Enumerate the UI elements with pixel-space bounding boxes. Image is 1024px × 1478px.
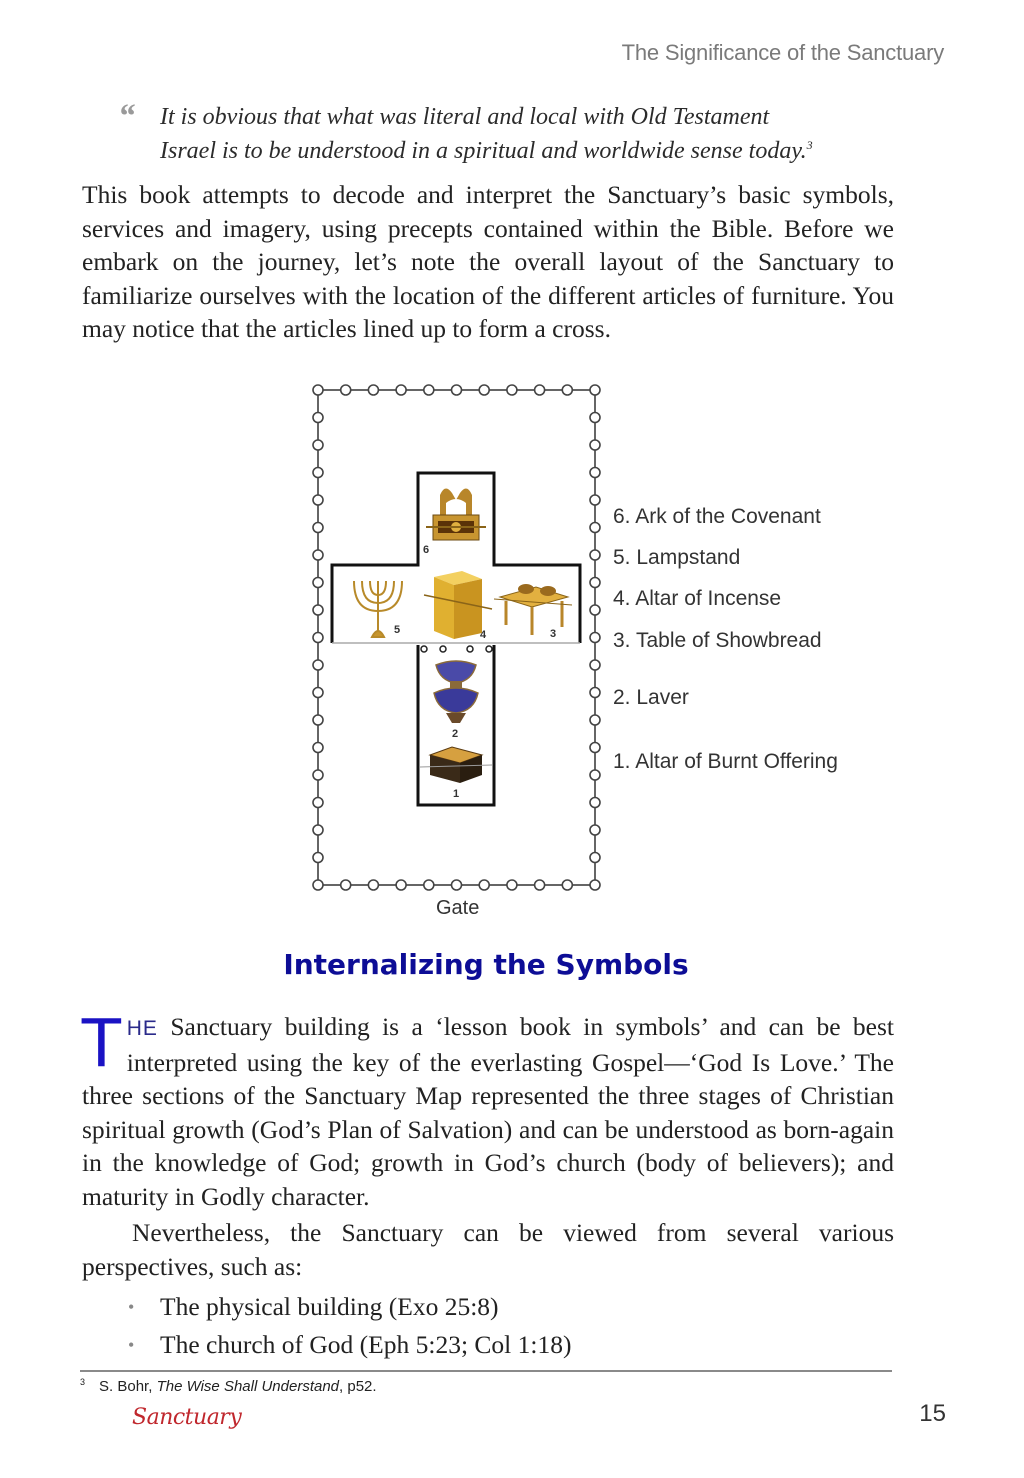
section-paragraph-2: Nevertheless, the Sanctuary can be viewed from several various perspectives, such as: [82,1218,894,1281]
laver-icon [434,661,478,723]
intro-paragraph: This book attempts to decode and interpret the Sanctuary’s basic symbols, services and imagery, using precepts contained within the Bible. Before we embark on the journey, let’s note the overall layout of the Sanctuary to familiarize ourselves with the location of the different articles of furniture. You may notice that the articles lined up to form a cross. [82,180,894,343]
fence-post [313,440,323,450]
open-quote-icon: “ [118,98,135,135]
gate-label: Gate [436,897,480,919]
fence-post [590,743,600,753]
fence-post [313,468,323,478]
fence-post [590,633,600,643]
fence-post [313,495,323,505]
small-caps-lead: HE [126,1017,158,1040]
fence-post [590,880,600,890]
footnote-suffix: , p52. [339,1378,377,1395]
fence-post [590,605,600,615]
epigraph-quote [118,100,878,168]
legend-item-5: 5. Lampstand [613,546,741,569]
item-number-4: 4 [480,629,487,641]
section-paragraph-1-text: Sanctuary building is a ‘lesson book in symbols’ and can be best interpreted using the key of the everlasting Gospel—‘God Is Love.’ The three sections of the Sanctuary Map represented the three stages of Christian spiritual growth (God’s Plan of Salvation) and can be understood as born-again in the knowledge of God; growth in God’s church (body of believers); and maturity in Godly character. [82,1012,894,1211]
fence-post [590,440,600,450]
burnt-altar-icon [420,747,492,783]
sanctuary-diagram [300,375,900,935]
perspectives-list [128,1288,571,1364]
footnote-number: 3 [80,1377,86,1387]
fence-post [507,385,517,395]
fence-post [562,880,572,890]
footer-brand: Sanctuary [132,1405,242,1430]
fence-post [479,385,489,395]
running-header: The Significance of the Sanctuary [621,40,944,65]
fence-post [313,715,323,725]
fence-post [313,413,323,423]
fence-post [562,385,572,395]
fence-post [452,385,462,395]
fence-post [396,880,406,890]
fence-post [590,495,600,505]
fence-post [452,880,462,890]
fence-post [313,523,323,533]
footnote-title: The Wise Shall Understand [156,1378,340,1395]
fence-post [590,523,600,533]
fence-post [341,385,351,395]
legend-item-6: 6. Ark of the Covenant [613,505,821,528]
section-paragraph-1 [80,1003,894,1213]
list-item: • The physical building (Exo 25:8) [128,1288,571,1326]
fence-post [590,688,600,698]
item-number-1: 1 [453,788,460,800]
fence-post [396,385,406,395]
quote-line-2: Israel is to be understood in a spiritual and worldwide sense today. [160,138,807,164]
fence-post [313,770,323,780]
fence-post [313,550,323,560]
fence-post [313,743,323,753]
fence-post [424,385,434,395]
ark-icon [426,488,486,540]
fence-post [368,385,378,395]
fence-post [341,880,351,890]
fence-post [535,880,545,890]
fence-post [479,880,489,890]
fence-post [535,385,545,395]
item-number-5: 5 [394,624,401,636]
legend-item-2: 2. Laver [613,686,689,709]
fence-post [507,880,517,890]
fence-post [590,825,600,835]
fence-post [590,770,600,780]
fence-post [313,633,323,643]
fence-post [313,825,323,835]
fence-post [590,798,600,808]
fence-post [590,468,600,478]
fence-post [313,660,323,670]
footnote-divider [80,1370,892,1372]
fence-post [590,715,600,725]
quote-text [160,100,878,168]
fence-post [590,385,600,395]
fence-post [313,605,323,615]
section-heading: Internalizing the Symbols [283,948,689,981]
drop-cap: T [80,1003,123,1081]
sanctuary-map [300,375,900,935]
legend-item-1: 1. Altar of Burnt Offering [613,750,838,773]
fence-post [590,550,600,560]
fence-post [313,578,323,588]
footnote-ref: 3 [806,138,813,152]
fence-post [313,798,323,808]
item-number-2: 2 [452,728,459,740]
fence-post [424,880,434,890]
quote-line-1: It is obvious that what was literal and local with Old Testament [160,104,770,130]
fence-post [368,880,378,890]
fence-post [590,660,600,670]
fence-post [590,578,600,588]
footnote [80,1377,377,1395]
table-icon [494,584,572,635]
fence-post [590,853,600,863]
page-number: 15 [919,1400,946,1427]
item-number-6: 6 [423,544,430,556]
fence-post [313,385,323,395]
fence-post [313,688,323,698]
fence-post [590,413,600,423]
footnote-author: S. Bohr, [99,1378,157,1395]
list-item: • The church of God (Eph 5:23; Col 1:18) [128,1326,571,1364]
item-number-3: 3 [550,628,557,640]
legend-item-3: 3. Table of Showbread [613,629,822,652]
fence-post [313,853,323,863]
fence-post [313,880,323,890]
veil-posts [421,646,492,652]
legend-item-4: 4. Altar of Incense [613,587,782,610]
